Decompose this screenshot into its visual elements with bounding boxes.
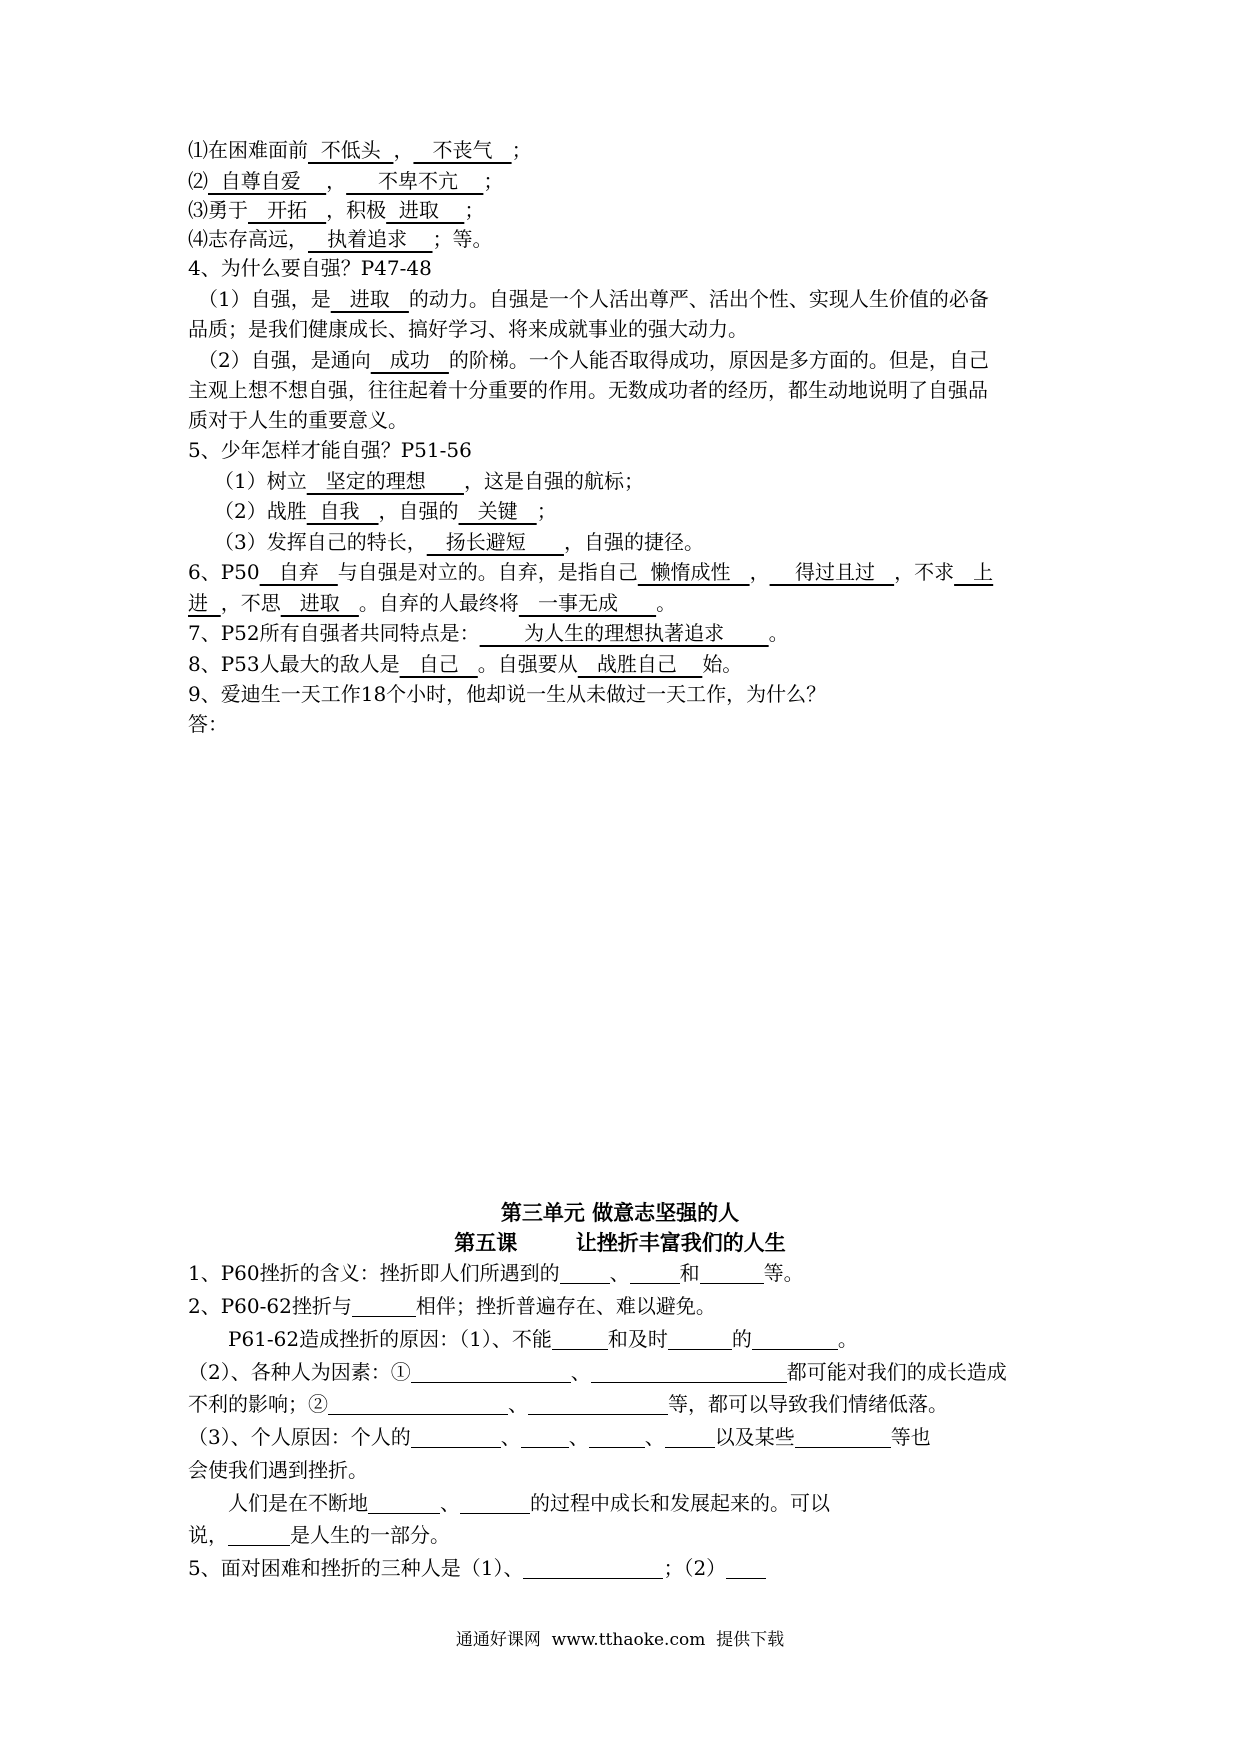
answer: 自己 [399, 652, 478, 676]
text: 、 [440, 1491, 460, 1515]
text: 、 [500, 1425, 521, 1449]
text: （3）、个人原因：个人的 [188, 1425, 411, 1449]
text: 、 [644, 1425, 665, 1449]
item-line-3 [188, 194, 1068, 226]
text: 说， [188, 1523, 228, 1547]
fill-blank[interactable] [328, 1394, 508, 1415]
text: ；（2） [663, 1556, 727, 1580]
fill-blank[interactable] [665, 1427, 715, 1448]
p2-line-9 [188, 1519, 1068, 1551]
answer: 成功 [370, 348, 449, 372]
text: ⑶勇于 [188, 198, 248, 222]
answer-4-1 [198, 283, 1078, 315]
text: 和及时 [607, 1327, 668, 1351]
answer: 不低头 [308, 138, 394, 162]
text: ， [393, 138, 414, 162]
text: ； [511, 138, 532, 162]
text: 始。 [702, 652, 743, 676]
text: ；等。 [432, 227, 493, 251]
answer: 懒惰成性 [637, 560, 750, 584]
answer: 得过且过 [769, 560, 895, 584]
answer: 关键 [458, 499, 537, 523]
text: ，自强的捷径。 [563, 530, 704, 554]
text: 人们是在不断地 [228, 1491, 368, 1515]
answer: 开拓 [248, 198, 327, 222]
text: （2）战胜 [214, 499, 307, 523]
answer-5-3 [214, 526, 1094, 558]
answer-5-1 [214, 465, 1094, 497]
answer-4-1-cont: 品质；是我们健康成长、搞好学习、将来成就事业的强大动力。 [188, 317, 748, 341]
unit-title: 第三单元 做意志坚强的人 [500, 1200, 740, 1225]
text: ，自强的 [378, 499, 459, 523]
text: ； [536, 499, 557, 523]
fill-blank[interactable] [795, 1427, 891, 1448]
p2-line-4 [188, 1356, 1068, 1388]
text: 6、P50 [188, 560, 260, 584]
text: （1）自强，是 [198, 287, 331, 311]
text: （1）树立 [214, 469, 307, 493]
text: 、 [568, 1425, 589, 1449]
answer-4-2-cont: 主观上想不想自强，往往起着十分重要的作用。无数成功者的经历，都生动地说明了自强品 [188, 378, 988, 402]
text: （2）、各种人为因素：① [188, 1360, 411, 1384]
text: 、 [508, 1392, 528, 1416]
answer-4-2-cont2: 质对于人生的重要意义。 [188, 408, 408, 432]
fill-blank[interactable] [668, 1329, 732, 1350]
question-6-cont [188, 587, 1068, 619]
p2-line-6 [188, 1421, 1068, 1453]
answer: 不丧气 [413, 138, 512, 162]
text: 。自弃的人最终将 [358, 591, 519, 615]
fill-blank[interactable] [523, 1558, 663, 1579]
page-footer: 通通好课网 www.tthaoke.com 提供下载 [455, 1630, 785, 1650]
answer: 进取 [280, 591, 359, 615]
text: ⑷志存高远， [188, 227, 308, 251]
text: 是人生的一部分。 [290, 1523, 450, 1547]
fill-blank[interactable] [700, 1263, 764, 1284]
fill-blank[interactable] [411, 1362, 571, 1383]
p2-line-2 [188, 1290, 1068, 1322]
text: 等，都可以导致我们情绪低落。 [668, 1392, 948, 1416]
fill-blank[interactable] [591, 1362, 787, 1383]
answer: 进取 [330, 287, 409, 311]
text: ，这是自强的航标； [463, 469, 644, 493]
text: 相伴；挫折普遍存在、难以避免。 [415, 1294, 716, 1318]
fill-blank[interactable] [589, 1427, 645, 1448]
item-line-4 [188, 223, 1068, 255]
text: 和 [679, 1261, 700, 1285]
item-line-1 [188, 134, 1068, 166]
text: ，积极 [326, 198, 387, 222]
fill-blank[interactable] [552, 1329, 608, 1350]
text: 与自强是对立的。自弃，是指自己 [337, 560, 638, 584]
fill-blank[interactable] [752, 1329, 838, 1350]
p2-line-1 [188, 1257, 1068, 1289]
answer: 扬长避短 [426, 530, 564, 554]
text: ⑴在困难面前 [188, 138, 308, 162]
answer-5-2 [214, 495, 1094, 527]
p2-line-5 [188, 1388, 1068, 1420]
p2-line-8 [228, 1487, 1108, 1519]
text: 不利的影响；② [188, 1392, 328, 1416]
answer: 为人生的理想执著追求 [479, 621, 769, 645]
text: 等也 [890, 1425, 931, 1449]
text: 的动力。自强是一个人活出尊严、活出个性、实现人生价值的必备 [408, 287, 989, 311]
fill-blank[interactable] [726, 1558, 766, 1579]
question-7 [188, 617, 1068, 649]
answer-label: 答： [188, 712, 228, 736]
text: 等。 [763, 1261, 804, 1285]
fill-blank[interactable] [528, 1394, 668, 1415]
text: 、 [570, 1360, 591, 1384]
text: 8、P53人最大的敌人是 [188, 652, 400, 676]
answer: 战胜自己 [577, 652, 703, 676]
answer: 执着追求 [308, 227, 433, 251]
question-4: 4、为什么要自强？P47-48 [188, 256, 432, 280]
fill-blank[interactable] [411, 1427, 501, 1448]
answer: 上 [954, 560, 994, 584]
text: 、 [609, 1261, 630, 1285]
p2-line-7: 会使我们遇到挫折。 [188, 1458, 368, 1482]
answer: 进 [188, 591, 221, 615]
text: 。 [656, 591, 677, 615]
fill-blank[interactable] [630, 1263, 680, 1284]
fill-blank[interactable] [352, 1296, 416, 1317]
question-8 [188, 648, 1068, 680]
lesson-title: 第五课 让挫折丰富我们的人生 [454, 1230, 786, 1255]
answer-4-2 [198, 344, 1078, 376]
question-9: 9、爱迪生一天工作18个小时，他却说一生从未做过一天工作，为什么？ [188, 682, 827, 706]
p2-line-3 [228, 1323, 1108, 1355]
text: 的阶梯。一个人能否取得成功，原因是多方面的。但是，自己 [448, 348, 989, 372]
text: 的 [731, 1327, 752, 1351]
answer: 自我 [306, 499, 379, 523]
text: 7、P52所有自强者共同特点是： [188, 621, 480, 645]
fill-blank[interactable] [460, 1493, 530, 1514]
text: P61-62造成挫折的原因：（1）、不能 [228, 1327, 552, 1351]
text: ； [464, 198, 485, 222]
answer: 不卑不亢 [346, 169, 484, 193]
answer: 自弃 [259, 560, 338, 584]
text: ，不求 [894, 560, 955, 584]
fill-blank[interactable] [228, 1525, 290, 1546]
text: 。自强要从 [477, 652, 578, 676]
text: 以及某些 [714, 1425, 795, 1449]
text: 的过程中成长和发展起来的。可以 [530, 1491, 830, 1515]
text: 1、P60挫折的含义：挫折即人们所遇到的 [188, 1261, 560, 1285]
text: ， [326, 169, 347, 193]
text: ； [483, 169, 504, 193]
text: 2、P60-62挫折与 [188, 1294, 352, 1318]
fill-blank[interactable] [368, 1493, 440, 1514]
answer: 一事无成 [518, 591, 657, 615]
text: ， [749, 560, 770, 584]
text: 都可能对我们的成长造成 [786, 1360, 1007, 1384]
text: ⑵ [188, 169, 208, 193]
fill-blank[interactable] [521, 1427, 569, 1448]
text: （3）发挥自己的特长， [214, 530, 427, 554]
text: 5、面对困难和挫折的三种人是（1）、 [188, 1556, 524, 1580]
text: （2）自强，是通向 [198, 348, 371, 372]
answer: 自尊自爱 [208, 169, 327, 193]
p2-line-10 [188, 1552, 1068, 1584]
answer: 进取 [386, 198, 465, 222]
text: 。 [768, 621, 789, 645]
fill-blank[interactable] [560, 1263, 610, 1284]
answer: 坚定的理想 [306, 469, 464, 493]
text: ，不思 [220, 591, 281, 615]
text: 。 [837, 1327, 858, 1351]
item-line-2 [188, 165, 1068, 197]
question-6 [188, 556, 1068, 588]
question-5: 5、少年怎样才能自强？P51-56 [188, 438, 472, 462]
